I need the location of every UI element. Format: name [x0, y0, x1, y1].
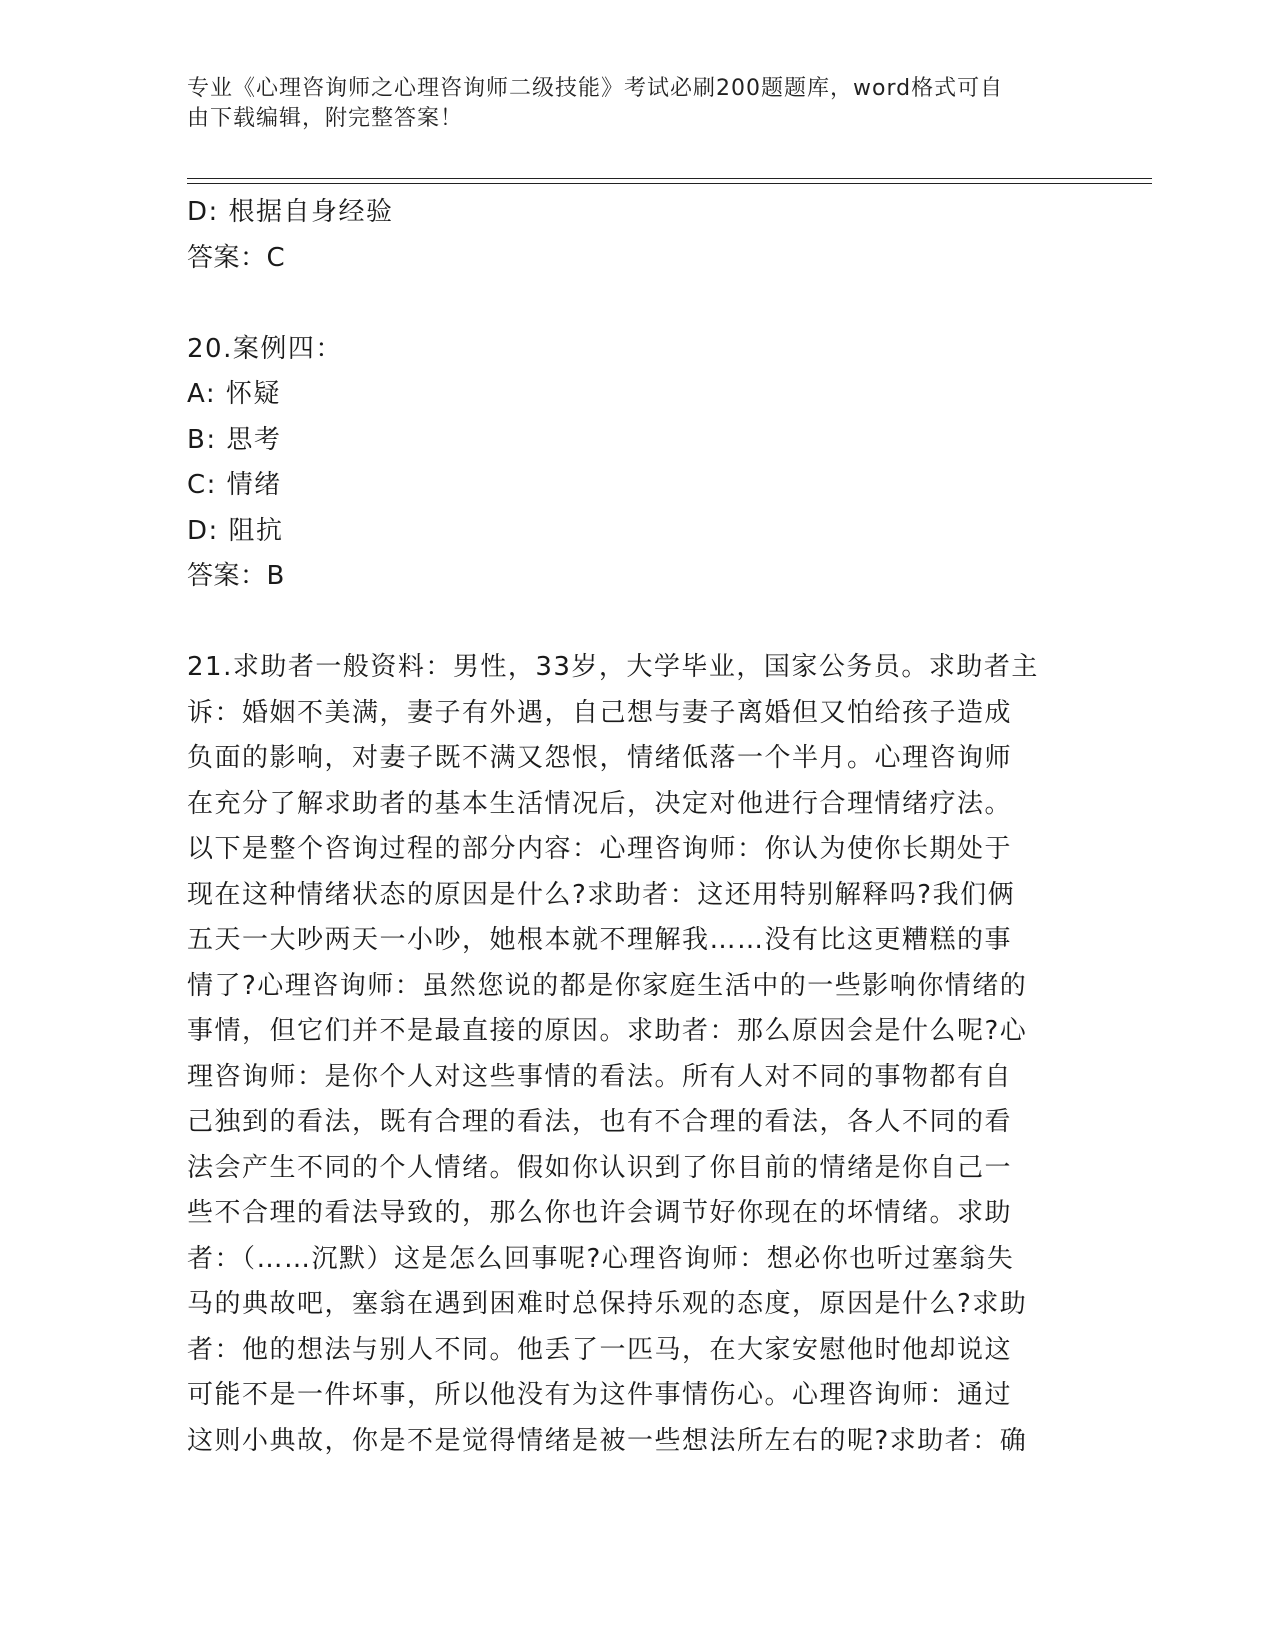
question-21-line: 在充分了解求助者的基本生活情况后，决定对他进行合理情绪疗法。	[187, 788, 1013, 819]
question-20-answer: 答案：B	[187, 561, 285, 591]
prev-option-d: D: 根据自身经验	[187, 197, 394, 227]
question-20-option-b: B: 思考	[187, 424, 282, 455]
question-20-option-c: C: 情绪	[187, 470, 282, 500]
question-21-line: 者：（……沉默）这是怎么回事呢?心理咨询师：想必你也听过塞翁失	[187, 1243, 1015, 1274]
question-20-stem: 20.案例四：	[187, 333, 343, 364]
header-divider-top	[187, 178, 1152, 179]
question-21-line: 法会产生不同的个人情绪。假如你认识到了你目前的情绪是你自己一	[187, 1152, 1013, 1183]
question-21-line: 事情，但它们并不是最直接的原因。求助者：那么原因会是什么呢?心	[187, 1016, 1028, 1046]
question-20-option-a: A: 怀疑	[187, 379, 281, 409]
question-21-line: 21.求助者一般资料：男性，33岁，大学毕业，国家公务员。求助者主	[187, 652, 1039, 682]
header-divider-bottom	[187, 183, 1152, 184]
question-21-line: 负面的影响，对妻子既不满又怨恨，情绪低落一个半月。心理咨询师	[187, 743, 1013, 773]
prev-answer: 答案：C	[187, 242, 286, 273]
question-21-stem	[187, 645, 1077, 1464]
page-header	[187, 74, 1067, 134]
question-21-line: 可能不是一件坏事，所以他没有为这件事情伤心。心理咨询师：通过	[187, 1380, 1013, 1410]
question-20-option-d: D: 阻抗	[187, 515, 284, 546]
question-21-line: 这则小典故，你是不是觉得情绪是被一些想法所左右的呢?求助者：确	[187, 1425, 1028, 1456]
question-21-line: 诉：婚姻不美满，妻子有外遇，自己想与妻子离婚但又怕给孩子造成	[187, 697, 1013, 728]
question-21-line: 以下是整个咨询过程的部分内容：心理咨询师：你认为使你长期处于	[187, 834, 1013, 864]
spacer	[187, 281, 1087, 327]
question-21-line: 些不合理的看法导致的，那么你也许会调节好你现在的坏情绪。求助	[187, 1198, 1013, 1228]
question-21-line: 马的典故吧，塞翁在遇到困难时总保持乐观的态度，原因是什么?求助	[187, 1289, 1028, 1319]
question-21-line: 己独到的看法，既有合理的看法，也有不合理的看法，各人不同的看	[187, 1107, 1013, 1137]
header-line-2: 由下载编辑，附完整答案！	[187, 106, 464, 131]
question-21-line: 现在这种情绪状态的原因是什么?求助者：这还用特别解释吗?我们俩	[187, 879, 1016, 910]
question-21-line: 五天一大吵两天一小吵，她根本就不理解我……没有比这更糟糕的事	[187, 925, 1013, 955]
spacer	[187, 600, 1087, 646]
question-21-line: 者：他的想法与别人不同。他丢了一匹马，在大家安慰他时他却说这	[187, 1334, 1013, 1365]
question-21-line: 情了?心理咨询师：虽然您说的都是你家庭生活中的一些影响你情绪的	[187, 970, 1028, 1001]
question-21-line: 理咨询师：是你个人对这些事情的看法。所有人对不同的事物都有自	[187, 1061, 1013, 1092]
header-line-1: 专业《心理咨询师之心理咨询师二级技能》考试必刷200题题库，word格式可自	[187, 76, 1004, 101]
document-body	[187, 190, 1087, 1464]
